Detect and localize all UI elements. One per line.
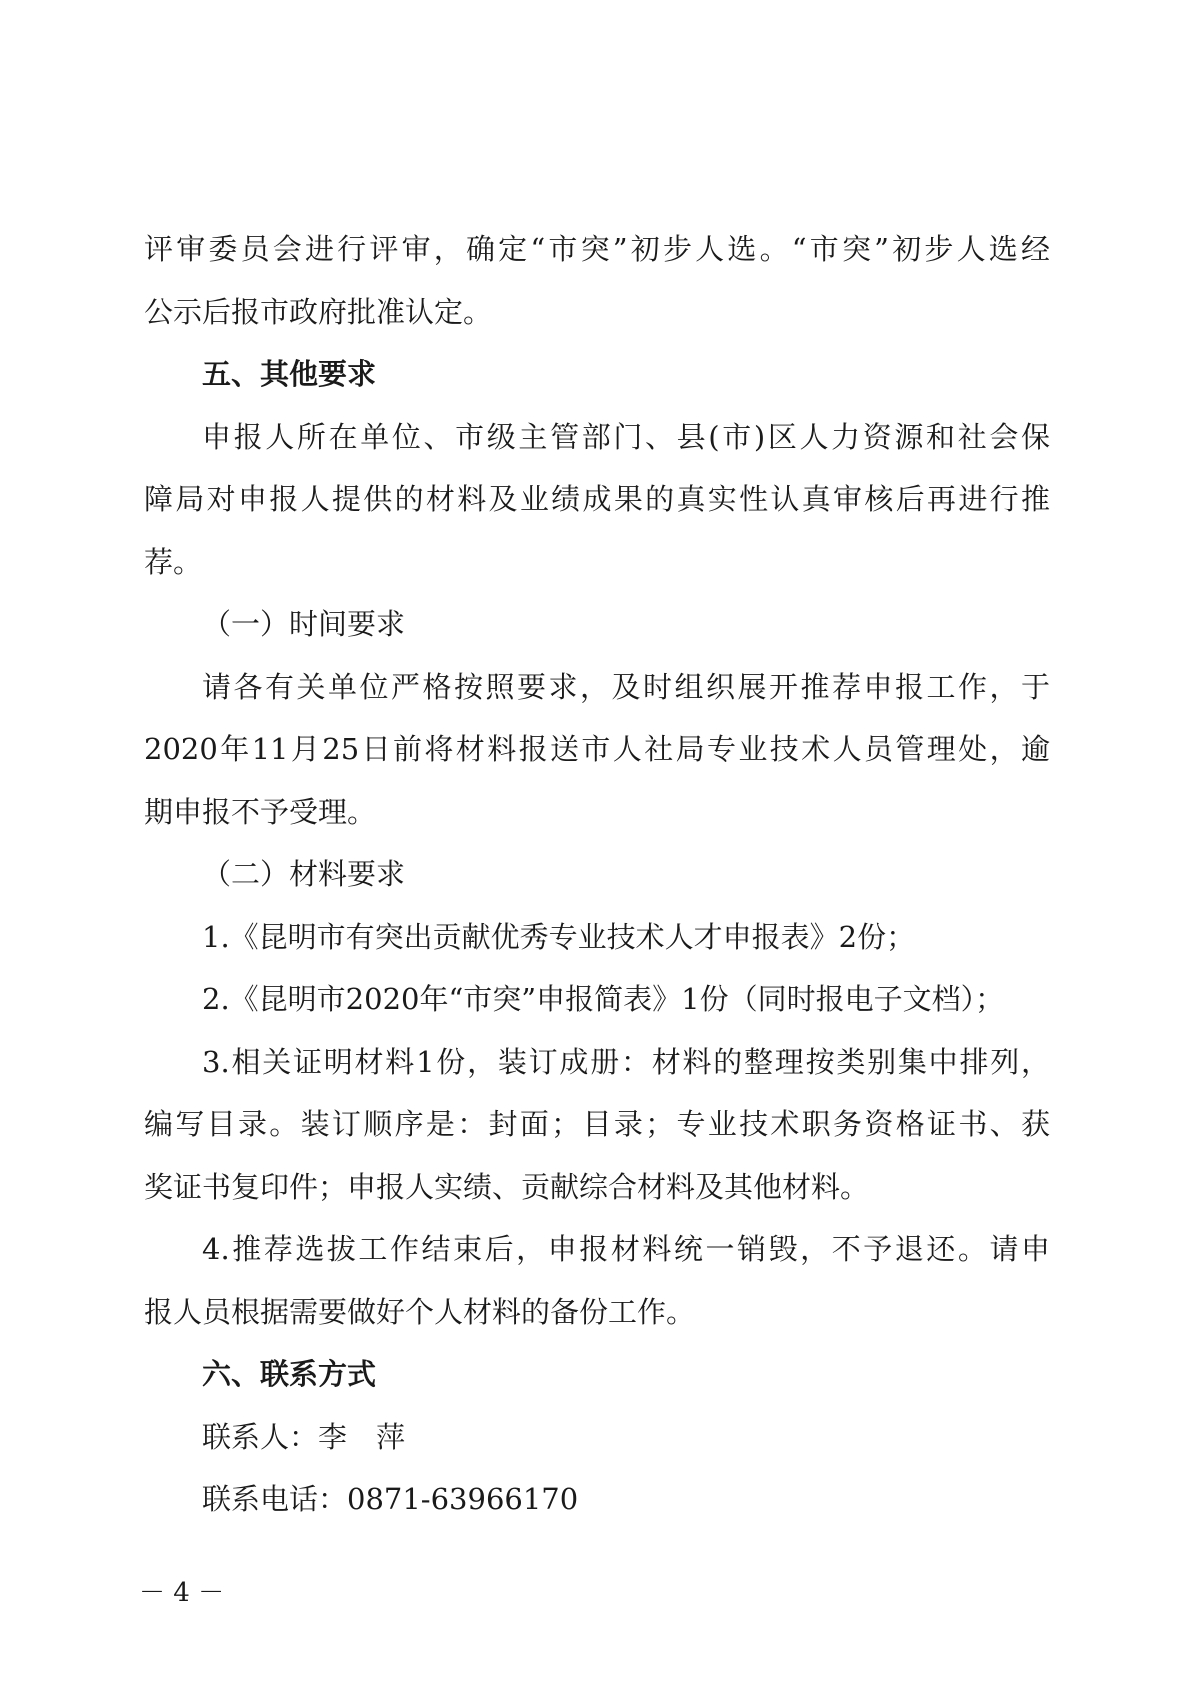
paragraph-line: 荐。 xyxy=(144,544,203,579)
section-heading-other-requirements: 五、其他要求 xyxy=(202,357,377,391)
document-body xyxy=(144,218,1050,1531)
list-item: 4.推荐选拔工作结束后，申报材料统一销毁，不予退还。请申 xyxy=(202,1232,1050,1266)
paragraph-line: 公示后报市政府批准认定。 xyxy=(144,294,493,329)
paragraph-line: 奖证书复印件；申报人实绩、贡献综合材料及其他材料。 xyxy=(144,1169,870,1204)
paragraph-line: 请各有关单位严格按照要求，及时组织展开推荐申报工作，于 xyxy=(202,669,1050,704)
list-item: 1.《昆明市有突出贡献优秀专业技术人才申报表》2份； xyxy=(202,919,916,954)
paragraph-line: 期申报不予受理。 xyxy=(144,794,377,829)
paragraph-line: 申报人所在单位、市级主管部门、县(市)区人力资源和社会保 xyxy=(202,419,1050,454)
paragraph-line: 评审委员会进行评审，确定“市突”初步人选。“市突”初步人选经 xyxy=(144,232,1050,266)
paragraph-line: 障局对申报人提供的材料及业绩成果的真实性认真审核后再进行推 xyxy=(144,482,1050,516)
contact-person: 联系人：李 萍 xyxy=(202,1419,406,1454)
paragraph-line: 2020年11月25日前将材料报送市人社局专业技术人员管理处，逾 xyxy=(144,732,1050,766)
list-item: 2.《昆明市2020年“市突”申报简表》1份（同时报电子文档）； xyxy=(202,982,1005,1016)
subsection-heading-time-requirements: （一）时间要求 xyxy=(202,607,406,641)
paragraph-line: 报人员根据需要做好个人材料的备份工作。 xyxy=(144,1294,696,1329)
section-heading-contact: 六、联系方式 xyxy=(202,1357,377,1391)
contact-phone: 联系电话：0871-63966170 xyxy=(202,1482,579,1516)
subsection-heading-material-requirements: （二）材料要求 xyxy=(202,857,406,891)
paragraph-line: 编写目录。装订顺序是：封面；目录；专业技术职务资格证书、获 xyxy=(144,1107,1050,1141)
list-item: 3.相关证明材料1份，装订成册：材料的整理按类别集中排列， xyxy=(202,1044,1050,1079)
page-number: － 4 － xyxy=(139,1578,225,1608)
